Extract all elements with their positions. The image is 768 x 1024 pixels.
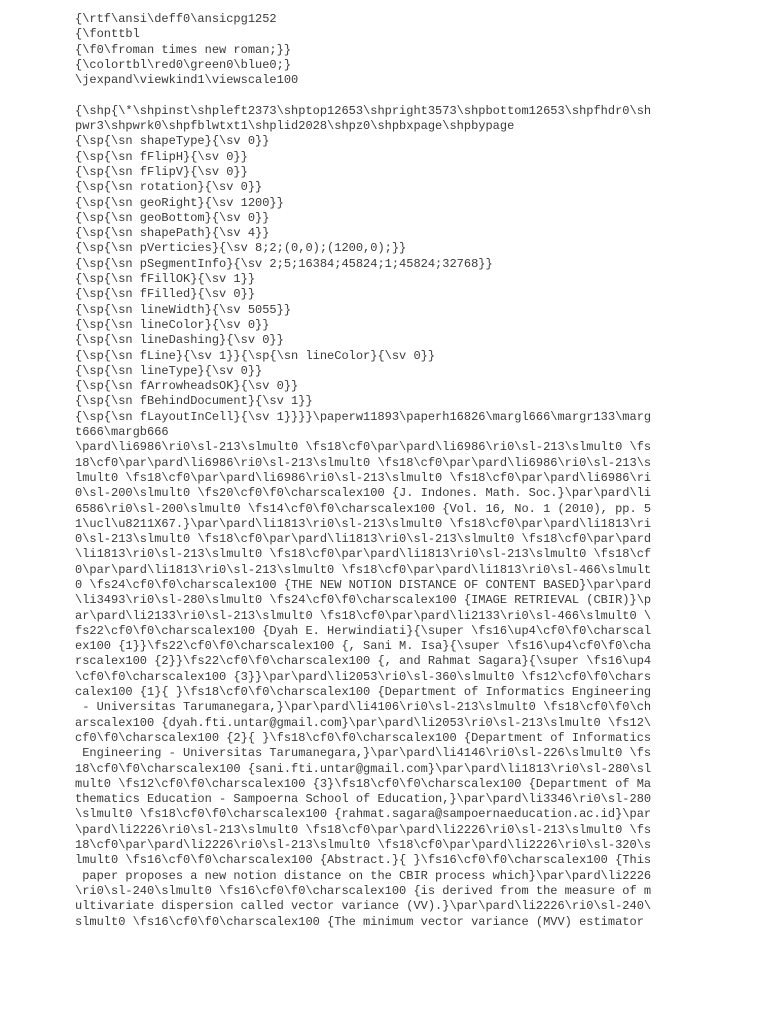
text-line: 0\sl-213\slmult0 \fs18\cf0\par\pard\li1813\ri0\sl-213\slmult0 \fs18\cf0\par\pard xyxy=(75,532,652,547)
text-line: {\sp{\sn shapePath}{\sv 4}} xyxy=(75,226,270,241)
text-line: 18\cf0\par\pard\li6986\ri0\sl-213\slmult0 \fs18\cf0\par\pard\li6986\ri0\sl-213\s xyxy=(75,455,652,470)
text-line: {\sp{\sn pVerticies}{\sv 8;2;(0,0);(1200,0);}} xyxy=(75,241,407,256)
text-line: 0 \fs24\cf0\f0\charscalex100 {THE NEW NOTION DISTANCE OF CONTENT BASED}\par\pard xyxy=(75,577,652,592)
text-line: t666\margb666 xyxy=(75,425,169,440)
text-line: paper proposes a new notion distance on the CBIR process which}\par\pard\li2226 xyxy=(75,868,652,883)
text-line: pwr3\shpwrk0\shpfblwtxt1\shplid2028\shpz0\shpbxpage\shpbypage xyxy=(75,119,515,134)
text-line: slmult0 \fs16\cf0\f0\charscalex100 {The minimum vector variance (MVV) estimator xyxy=(75,914,644,929)
text-line: 1\ucl\u8211X67.}\par\pard\li1813\ri0\sl-213\slmult0 \fs18\cf0\par\pard\li1813\ri xyxy=(75,516,652,531)
text-line: thematics Education - Sampoerna School of Education,}\par\pard\li3346\ri0\sl-280 xyxy=(75,792,652,807)
text-line: {\sp{\sn fFlipV}{\sv 0}} xyxy=(75,164,248,179)
text-line: {\sp{\sn fLayoutInCell}{\sv 1}}}}\paperw11893\paperh16826\margl666\margr133\marg xyxy=(75,409,652,424)
text-line: rscalex100 {2}}\fs22\cf0\f0\charscalex100 {, and Rahmat Sagara}{\super \fs16\up4 xyxy=(75,654,652,669)
text-line: 0\sl-200\slmult0 \fs20\cf0\f0\charscalex100 {J. Indones. Math. Soc.}\par\pard\li xyxy=(75,486,652,501)
text-line: \li3493\ri0\sl-280\slmult0 \fs24\cf0\f0\charscalex100 {IMAGE RETRIEVAL (CBIR)}\p xyxy=(75,593,652,608)
text-line: \pard\li2226\ri0\sl-213\slmult0 \fs18\cf0\par\pard\li2226\ri0\sl-213\slmult0 \fs xyxy=(75,822,652,837)
text-line: \pard\li6986\ri0\sl-213\slmult0 \fs18\cf0\par\pard\li6986\ri0\sl-213\slmult0 \fs xyxy=(75,440,652,455)
text-line: 6586\ri0\sl-200\slmult0 \fs14\cf0\f0\charscalex100 {Vol. 16, No. 1 (2010), pp. 5 xyxy=(75,501,652,516)
text-line: lmult0 \fs18\cf0\par\pard\li6986\ri0\sl-213\slmult0 \fs18\cf0\par\pard\li6986\ri xyxy=(75,470,652,485)
text-line: arscalex100 {dyah.fti.untar@gmail.com}\par\pard\li2053\ri0\sl-213\slmult0 \fs12\ xyxy=(75,715,652,730)
text-line: {\sp{\sn lineColor}{\sv 0}} xyxy=(75,317,270,332)
text-line: mult0 \fs12\cf0\f0\charscalex100 {3}\fs18\cf0\f0\charscalex100 {Department of Ma xyxy=(75,776,652,791)
text-line: {\sp{\sn shapeType}{\sv 0}} xyxy=(75,134,270,149)
text-line: {\sp{\sn lineWidth}{\sv 5055}} xyxy=(75,302,292,317)
text-line: {\sp{\sn rotation}{\sv 0}} xyxy=(75,180,263,195)
rtf-source-text xyxy=(75,12,685,930)
text-line: {\sp{\sn fBehindDocument}{\sv 1}} xyxy=(75,394,313,409)
text-line: ultivariate dispersion called vector variance (VV).}\par\pard\li2226\ri0\sl-240\ xyxy=(75,899,652,914)
text-line: {\sp{\sn fFillOK}{\sv 1}} xyxy=(75,272,256,287)
text-line: lmult0 \fs16\cf0\f0\charscalex100 {Abstract.}{ }\fs16\cf0\f0\charscalex100 {This xyxy=(75,853,652,868)
text-line: \cf0\f0\charscalex100 {3}}\par\pard\li2053\ri0\sl-360\slmult0 \fs12\cf0\f0\chars xyxy=(75,669,652,684)
text-line: {\fonttbl xyxy=(75,27,140,42)
text-line: {\sp{\sn fLine}{\sv 1}}{\sp{\sn lineColor}{\sv 0}} xyxy=(75,348,436,363)
text-line: calex100 {1}{ }\fs18\cf0\f0\charscalex100 {Department of Informatics Engineering xyxy=(75,685,652,700)
text-line: {\colortbl\red0\green0\blue0;} xyxy=(75,57,292,72)
text-line: 18\cf0\par\pard\li2226\ri0\sl-213\slmult0 \fs18\cf0\par\pard\li2226\ri0\sl-320\s xyxy=(75,838,652,853)
text-line: ex100 {1}}\fs22\cf0\f0\charscalex100 {, Sani M. Isa}{\super \fs16\up4\cf0\f0\cha xyxy=(75,639,652,654)
text-line: 18\cf0\f0\charscalex100 {sani.fti.untar@gmail.com}\par\pard\li1813\ri0\sl-280\sl xyxy=(75,761,652,776)
text-line: \slmult0 \fs18\cf0\f0\charscalex100 {rahmat.sagara@sampoernaeducation.ac.id}\par xyxy=(75,807,652,822)
text-line: {\sp{\sn fFilled}{\sv 0}} xyxy=(75,287,256,302)
text-line: ar\pard\li2133\ri0\sl-213\slmult0 \fs18\cf0\par\pard\li2133\ri0\sl-466\slmult0 \ xyxy=(75,608,652,623)
text-line: \jexpand\viewkind1\viewscale100 xyxy=(75,73,299,88)
text-line: {\sp{\sn lineDashing}{\sv 0}} xyxy=(75,333,284,348)
text-line: \li1813\ri0\sl-213\slmult0 \fs18\cf0\par\pard\li1813\ri0\sl-213\slmult0 \fs18\cf xyxy=(75,547,652,562)
text-line: {\shp{\*\shpinst\shpleft2373\shptop12653\shpright3573\shpbottom12653\shpfhdr0\sh xyxy=(75,103,652,118)
text-line: {\sp{\sn geoBottom}{\sv 0}} xyxy=(75,210,270,225)
text-line: {\sp{\sn fFlipH}{\sv 0}} xyxy=(75,149,248,164)
text-line: {\f0\froman times new roman;}} xyxy=(75,42,292,57)
text-line: {\sp{\sn geoRight}{\sv 1200}} xyxy=(75,195,284,210)
text-line: \ri0\sl-240\slmult0 \fs16\cf0\f0\charscalex100 {is derived from the measure of m xyxy=(75,883,652,898)
text-line: {\sp{\sn pSegmentInfo}{\sv 2;5;16384;45824;1;45824;32768}} xyxy=(75,256,493,271)
text-line: fs22\cf0\f0\charscalex100 {Dyah E. Herwindiati}{\super \fs16\up4\cf0\f0\charscal xyxy=(75,623,652,638)
text-line: Engineering - Universitas Tarumanegara,}\par\pard\li4146\ri0\sl-226\slmult0 \fs xyxy=(75,746,652,761)
text-line: 0\par\pard\li1813\ri0\sl-213\slmult0 \fs18\cf0\par\pard\li1813\ri0\sl-466\slmult xyxy=(75,562,652,577)
text-line: {\sp{\sn fArrowheadsOK}{\sv 0}} xyxy=(75,379,299,394)
text-line: {\sp{\sn lineType}{\sv 0}} xyxy=(75,363,263,378)
text-line xyxy=(75,88,685,103)
text-line: {\rtf\ansi\deff0\ansicpg1252 xyxy=(75,12,277,26)
text-line: - Universitas Tarumanegara,}\par\pard\li4106\ri0\sl-213\slmult0 \fs18\cf0\f0\ch xyxy=(75,700,652,715)
text-line: cf0\f0\charscalex100 {2}{ }\fs18\cf0\f0\charscalex100 {Department of Informatics xyxy=(75,730,652,745)
